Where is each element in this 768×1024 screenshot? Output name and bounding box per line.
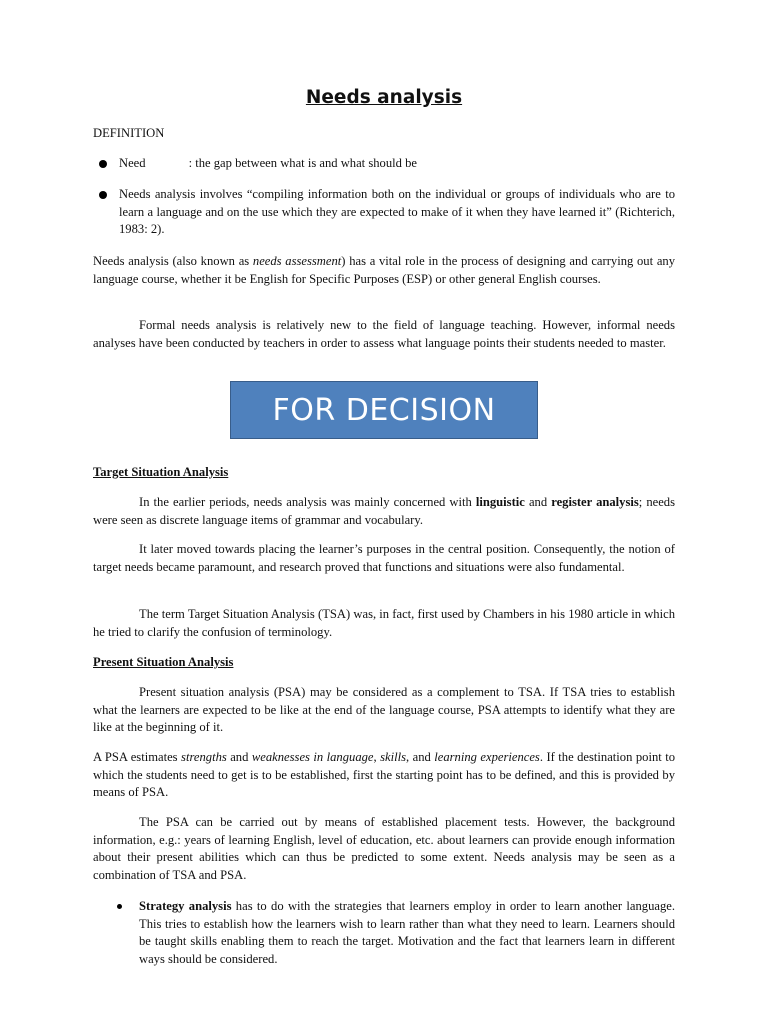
tsa-paragraph-3: The term Target Situation Analysis (TSA) was, in fact, first used by Chambers in his 1980 article in which he tried to clarify the confusion of terminology.	[93, 607, 675, 639]
strategy-analysis-text: Strategy analysis has to do with the strategies that learners employ in order to learn another language. This tries to establish how the learners wish to learn rather than what they need to learn. Learners should be taught skills enabling them to reach the target. Motivation and the fact that learners learn in different ways should be considered.	[139, 899, 675, 966]
bullet-dot-icon	[117, 904, 122, 909]
psa-paragraph-3: The PSA can be carried out by means of established placement tests. However, the background information, e.g.: years of learning English, level of education, etc. about learners can provide enough information about their present abilities which can thus be predicted to some extent. Needs analysis may be seen as a combination of TSA and PSA.	[93, 815, 675, 882]
bullet-dot-icon	[99, 191, 107, 199]
psa-paragraph-1: Present situation analysis (PSA) may be considered as a complement to TSA. If TSA tries to establish what the learners are expected to be like at the end of the language course, PSA attempts to identify what they are like at the beginning of it.	[93, 685, 675, 734]
psa-heading: Present Situation Analysis	[93, 655, 234, 669]
formal-needs-paragraph: Formal needs analysis is relatively new to the field of language teaching. However, informal needs analyses have been conducted by teachers in order to assess what language points their students needed to master.	[93, 318, 675, 350]
need-definition: : the gap between what is and what should be	[188, 156, 417, 170]
decision-banner: FOR DECISION	[230, 381, 538, 439]
psa-paragraph-2: A PSA estimates strengths and weaknesses in language, skills, and learning experiences. If the destination point to which the students need to get is to be established, first the starting point has to be defined, and this is provided by means of PSA.	[93, 750, 675, 799]
needs-analysis-definition: Needs analysis involves “compiling information both on the individual or groups of individuals who are to learn a language and on the use which they are expected to make of it when they have learned it” (Richterich, 1983: 2).	[119, 187, 675, 236]
tsa-paragraph-2: It later moved towards placing the learner’s purposes in the central position. Consequently, the notion of target needs became paramount, and research proved that functions and situations were also fundamental.	[93, 542, 675, 574]
bullet-dot-icon	[99, 160, 107, 168]
needs-assessment-term: needs assessment	[252, 254, 342, 268]
page-title: Needs analysis	[305, 87, 463, 108]
intro-paragraph: Needs analysis (also known as needs assessment) has a vital role in the process of designing and carrying out any language course, whether it be English for Specific Purposes (ESP) or other general English courses.	[93, 254, 676, 286]
definition-label: DEFINITION	[93, 126, 165, 140]
tsa-paragraph-1: In the earlier periods, needs analysis was mainly concerned with linguistic and register analysis; needs were seen as discrete language items of grammar and vocabulary.	[93, 495, 676, 527]
tsa-heading: Target Situation Analysis	[93, 465, 229, 479]
need-term: Need	[119, 156, 146, 170]
